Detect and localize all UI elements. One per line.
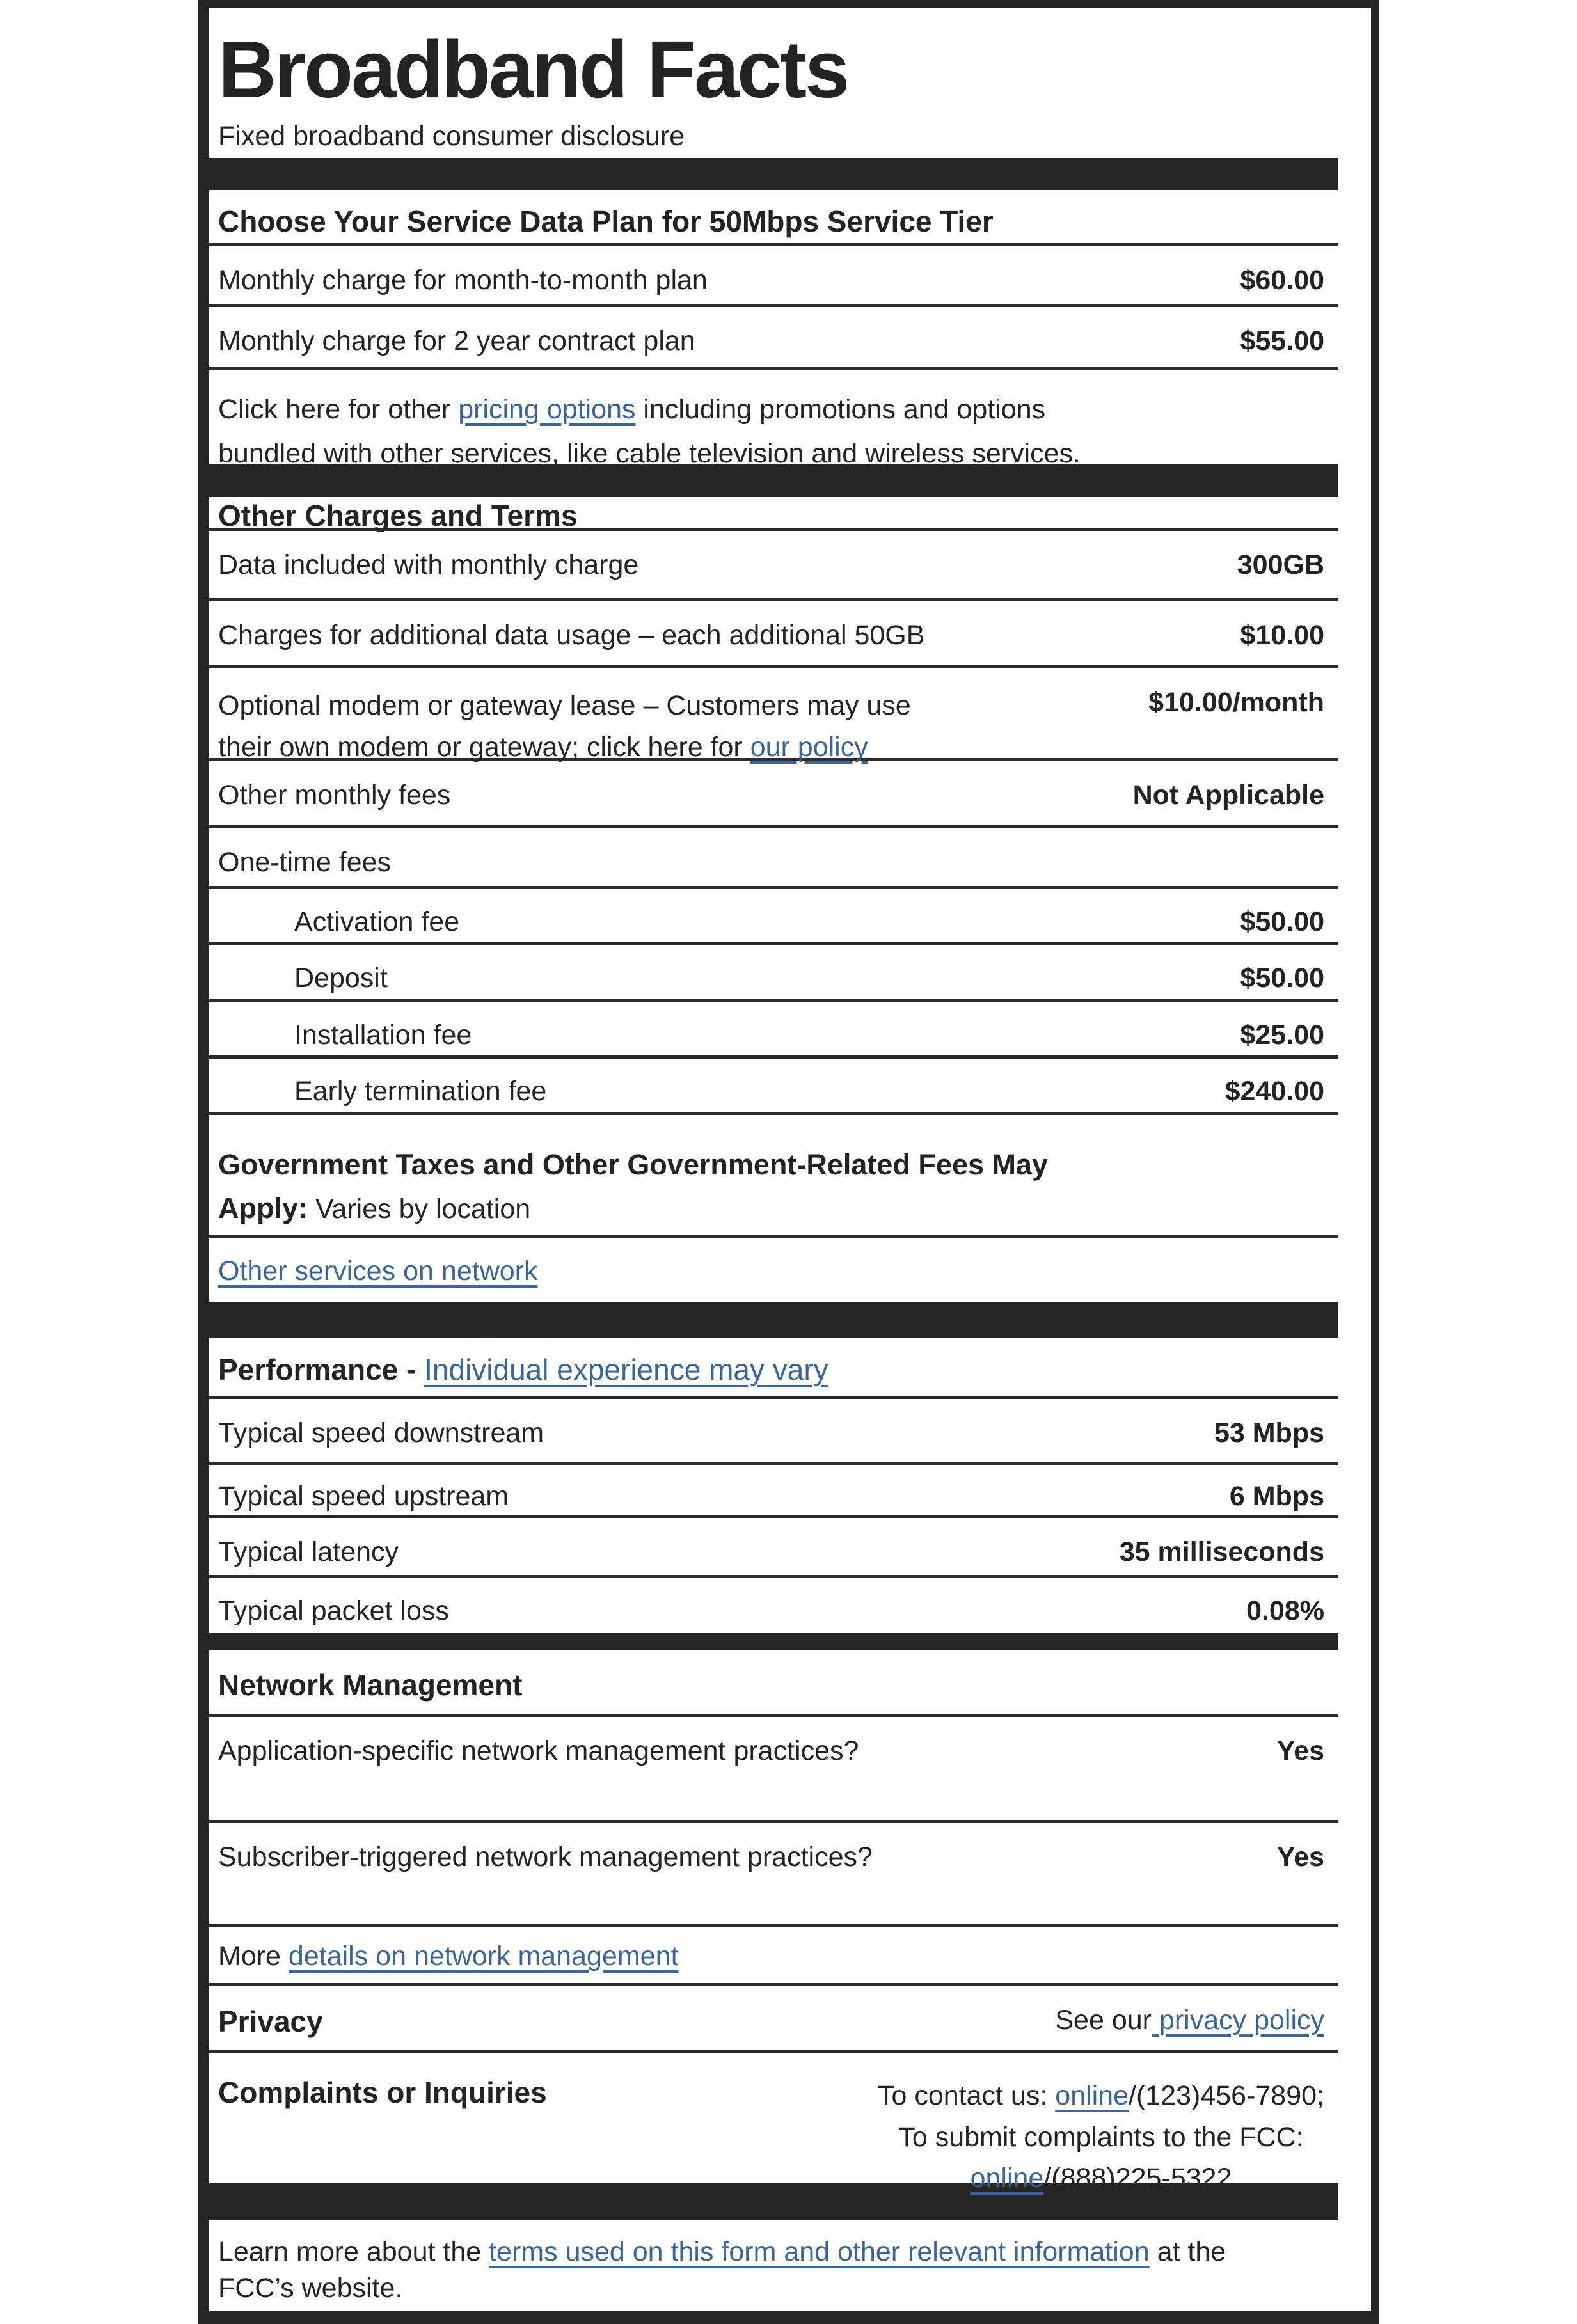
- row-label: Other monthly fees: [218, 780, 451, 810]
- page-title: Broadband Facts: [218, 24, 848, 115]
- row-label: Subscriber-triggered network management practices?: [218, 1842, 873, 1872]
- contact-online-link[interactable]: online: [1055, 2080, 1129, 2111]
- performance-section-header: [209, 1338, 1338, 1399]
- row-value: Not Applicable: [1132, 780, 1324, 810]
- performance-header-text: Performance -: [218, 1353, 425, 1386]
- row-data-included: [209, 531, 1338, 601]
- government-taxes-note: [209, 1115, 1338, 1238]
- government-taxes-text: Varies by location: [308, 1193, 531, 1224]
- privacy-policy-link[interactable]: privacy policy: [1151, 2005, 1324, 2035]
- pricing-note: [209, 370, 1338, 469]
- row-month-to-month: [209, 246, 1338, 307]
- row-label: Charges for additional data usage – each additional 50GB: [218, 620, 925, 651]
- network-details-link[interactable]: details on network management: [288, 1941, 679, 1972]
- individual-experience-link[interactable]: Individual experience may vary: [424, 1353, 828, 1386]
- government-taxes-bold: Government Taxes and Other Government-Related Fees May Apply:: [218, 1148, 1049, 1224]
- row-activation-fee: [209, 889, 1338, 945]
- broadband-facts-label: [198, 0, 1379, 2324]
- privacy-row: [209, 1986, 1338, 2053]
- section-bar: [209, 1633, 1338, 1650]
- row-latency: [209, 1518, 1338, 1578]
- row-value: 53 Mbps: [1214, 1418, 1324, 1448]
- row-label: Monthly charge for 2 year contract plan: [218, 326, 695, 356]
- row-one-time-fees: [209, 828, 1338, 889]
- section-bar: [209, 158, 1338, 190]
- row-label: Deposit: [294, 963, 388, 993]
- row-label: Typical packet loss: [218, 1595, 449, 1626]
- row-label: Optional modem or gateway lease – Customers may use their own modem or gateway; click here for our policy: [218, 690, 911, 763]
- fcc-online-line: online/(888)225-5322: [970, 2163, 1232, 2194]
- row-label: Typical speed upstream: [218, 1481, 509, 1512]
- network-section-header: Network Management: [209, 1650, 1338, 1717]
- row-application-specific: [209, 1717, 1338, 1823]
- subtitle: Fixed broadband consumer disclosure: [218, 121, 685, 152]
- label-content: [209, 8, 1338, 2311]
- row-value: Yes: [1276, 1842, 1324, 1872]
- row-speed-upstream: [209, 1465, 1338, 1518]
- row-subscriber-triggered: [209, 1823, 1338, 1927]
- footer-note: [209, 2220, 1338, 2311]
- footer-text: Learn more about the: [218, 2236, 489, 2267]
- our-policy-link[interactable]: our policy: [750, 731, 868, 763]
- other-services-link[interactable]: Other services on network: [218, 1256, 538, 1286]
- row-additional-data: [209, 601, 1338, 668]
- pricing-note-text: including promotions and options bundled with other services, like cable television and wireless services.: [218, 394, 1081, 469]
- row-value: $10.00/month: [1148, 687, 1324, 718]
- charges-section-header: Other Charges and Terms: [209, 497, 1338, 531]
- footer-text: at the FCC’s website.: [218, 2236, 1226, 2304]
- row-value: Yes: [1276, 1735, 1324, 1766]
- row-installation-fee: [209, 1002, 1338, 1059]
- row-packet-loss: [209, 1578, 1338, 1633]
- title-block: [209, 8, 1338, 158]
- row-early-termination-fee: [209, 1059, 1338, 1115]
- row-label: Typical latency: [218, 1537, 399, 1567]
- row-value: 6 Mbps: [1229, 1481, 1324, 1512]
- row-value: 300GB: [1237, 549, 1324, 580]
- row-label: Early termination fee: [294, 1076, 547, 1107]
- section-bar: [209, 1302, 1338, 1338]
- row-value: $50.00: [1240, 906, 1324, 937]
- fcc-complaints-line: To submit complaints to the FCC:: [898, 2121, 1304, 2153]
- row-value: $240.00: [1224, 1076, 1324, 1107]
- row-label: Installation fee: [294, 1020, 472, 1050]
- complaints-header: Complaints or Inquiries: [218, 2076, 547, 2109]
- more-details-text: More: [218, 1941, 289, 1972]
- privacy-header: Privacy: [218, 2005, 323, 2038]
- plan-section-header: Choose Your Service Data Plan for 50Mbps Service Tier: [209, 190, 1338, 246]
- contact-line: To contact us: online/(123)456-7890;: [877, 2080, 1324, 2111]
- more-details-row: [209, 1927, 1338, 1986]
- pricing-options-link[interactable]: pricing options: [458, 394, 636, 425]
- row-value: $55.00: [1240, 326, 1324, 356]
- row-value: 0.08%: [1246, 1595, 1324, 1626]
- row-modem-lease: [209, 668, 1338, 761]
- row-label: Data included with monthly charge: [218, 549, 639, 580]
- terms-link[interactable]: terms used on this form and other relevant information: [489, 2236, 1150, 2267]
- row-value: $60.00: [1240, 265, 1324, 296]
- row-value: $25.00: [1240, 1020, 1324, 1050]
- row-two-year-contract: [209, 307, 1338, 370]
- other-services-row: [209, 1238, 1338, 1302]
- row-label: Application-specific network management practices?: [218, 1735, 859, 1766]
- pricing-note-text: Click here for other: [218, 394, 459, 425]
- row-label: One-time fees: [218, 847, 392, 878]
- fcc-online-link[interactable]: online: [970, 2163, 1044, 2194]
- row-label: Typical speed downstream: [218, 1418, 544, 1448]
- row-speed-downstream: [209, 1399, 1338, 1465]
- row-label: Activation fee: [294, 906, 460, 937]
- row-deposit: [209, 945, 1338, 1002]
- contact-block: [878, 2075, 1324, 2199]
- row-other-monthly-fees: [209, 761, 1338, 828]
- row-label: Monthly charge for month-to-month plan: [218, 265, 708, 296]
- row-value: $10.00: [1240, 620, 1324, 651]
- row-value: $50.00: [1240, 963, 1324, 993]
- row-value: 35 milliseconds: [1119, 1537, 1324, 1567]
- complaints-row: [209, 2053, 1338, 2194]
- privacy-policy-text: See our privacy policy: [1055, 2005, 1324, 2035]
